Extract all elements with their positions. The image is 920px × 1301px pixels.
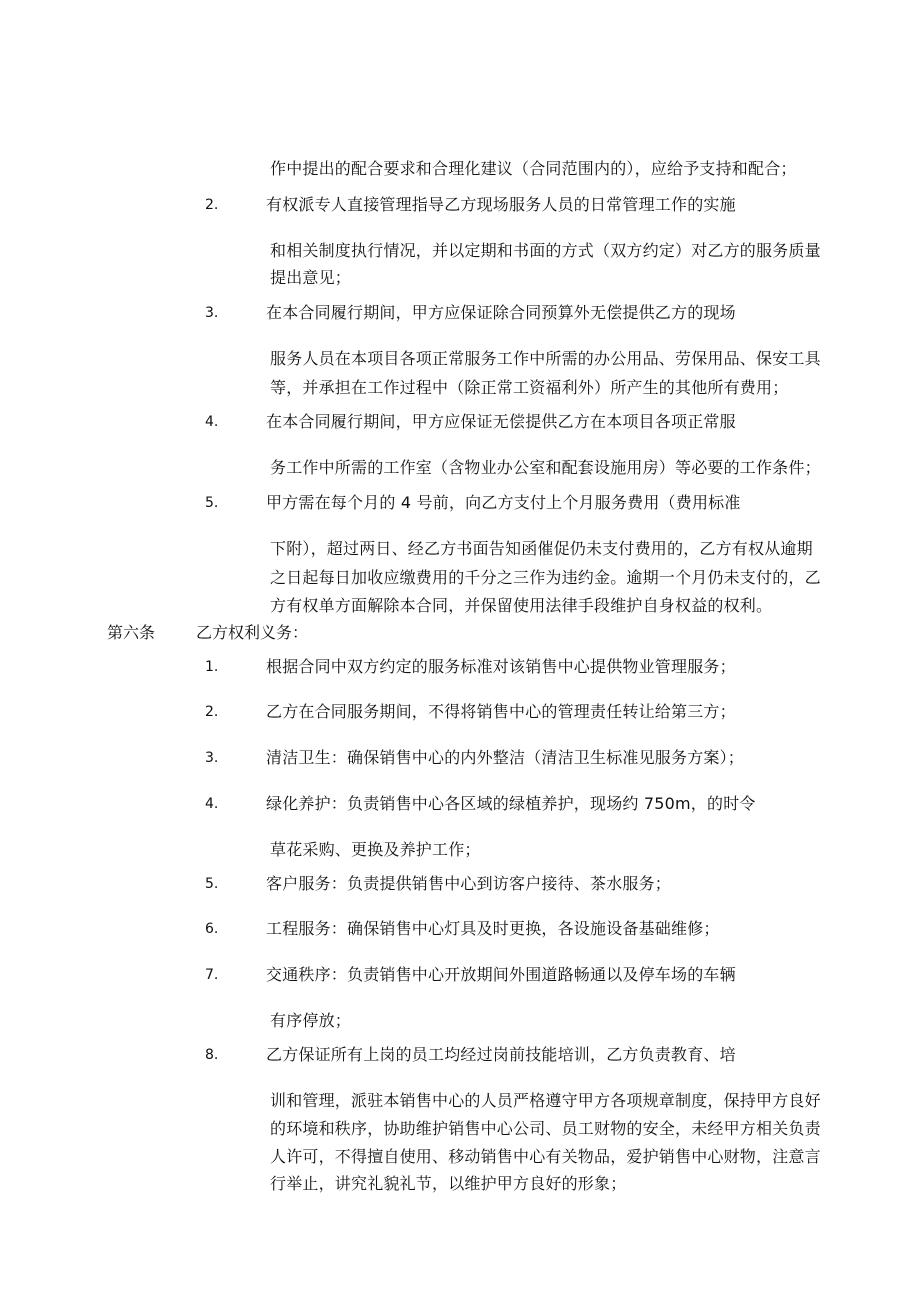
section-title: 乙方权利义务： [196,623,309,642]
list-number: 5. [205,876,219,892]
paragraph-line: 和相关制度执行情况，并以定期和书面的方式（双方约定）对乙方的服务质量 [270,241,821,260]
paragraph-line: 草花采购、更换及养护工作； [270,840,481,859]
list-item-text: 绿化养护：负责销售中心各区域的绿植养护，现场约 750m，的时令 [266,794,756,813]
list-number: 8. [205,1047,219,1063]
paragraph-line: 务工作中所需的工作室（含物业办公室和配套设施用房）等必要的工作条件； [270,458,821,477]
list-item-text: 在本合同履行期间，甲方应保证无偿提供乙方在本项目各项正常服 [266,412,736,431]
list-number: 4. [205,414,219,430]
paragraph-line: 的环境和秩序，协助维护销售中心公司、员工财物的安全，未经甲方相关负责 [270,1119,821,1138]
list-item-text: 在本合同履行期间，甲方应保证除合同预算外无偿提供乙方的现场 [266,303,736,322]
list-item-text: 甲方需在每个月的 4 号前，向乙方支付上个月服务费用（费用标准 [266,493,741,512]
list-item-text: 根据合同中双方约定的服务标准对该销售中心提供物业管理服务； [266,657,736,676]
list-number: 7. [205,967,219,983]
paragraph-line: 训和管理，派驻本销售中心的人员严格遵守甲方各项规章制度，保持甲方良好 [270,1091,821,1110]
paragraph-line: 方有权单方面解除本合同，并保留使用法律手段维护自身权益的权利。 [270,596,773,615]
list-item-text: 清洁卫生：确保销售中心的内外整洁（清洁卫生标准见服务方案）； [266,748,745,767]
list-item-text: 乙方在合同服务期间，不得将销售中心的管理责任转让给第三方； [266,702,736,721]
list-number: 5. [205,495,219,511]
list-number: 1. [205,659,219,675]
paragraph-line: 之日起每日加收应缴费用的千分之三作为违约金。逾期一个月仍未支付的，乙 [270,568,821,587]
list-number: 2. [205,704,219,720]
list-number: 3. [205,750,219,766]
list-item-text: 有权派专人直接管理指导乙方现场服务人员的日常管理工作的实施 [266,195,736,214]
list-number: 4. [205,796,219,812]
paragraph-line: 有序停放； [270,1011,352,1030]
list-item-text: 客户服务：负责提供销售中心到访客户接待、茶水服务； [266,874,672,893]
paragraph-line: 人许可，不得擅自使用、移动销售中心有关物品，爱护销售中心财物，注意言 [270,1147,821,1166]
paragraph-line: 服务人员在本项目各项正常服务工作中所需的办公用品、劳保用品、保安工具 [270,349,821,368]
section-label: 第六条 [107,623,156,642]
list-item-text: 工程服务：确保销售中心灯具及时更换，各设施设备基础维修； [266,919,720,938]
paragraph-line: 提出意见； [270,268,352,287]
list-number: 2. [205,197,219,213]
list-item-text: 乙方保证所有上岗的员工均经过岗前技能培训，乙方负责教育、培 [266,1045,736,1064]
list-item-text: 交通秩序：负责销售中心开放期间外围道路畅通以及停车场的车辆 [266,965,736,984]
paragraph-line: 行举止，讲究礼貌礼节，以维护甲方良好的形象； [270,1174,627,1193]
paragraph-line: 下附），超过两日、经乙方书面告知函催促仍未支付费用的，乙方有权从逾期 [270,539,813,558]
list-number: 3. [205,305,219,321]
list-number: 6. [205,921,219,937]
paragraph-line: 等，并承担在工作过程中（除正常工资福利外）所产生的其他所有费用； [270,378,789,397]
paragraph-line: 作中提出的配合要求和合理化建议（合同范围内的），应给予支持和配合； [270,159,797,178]
